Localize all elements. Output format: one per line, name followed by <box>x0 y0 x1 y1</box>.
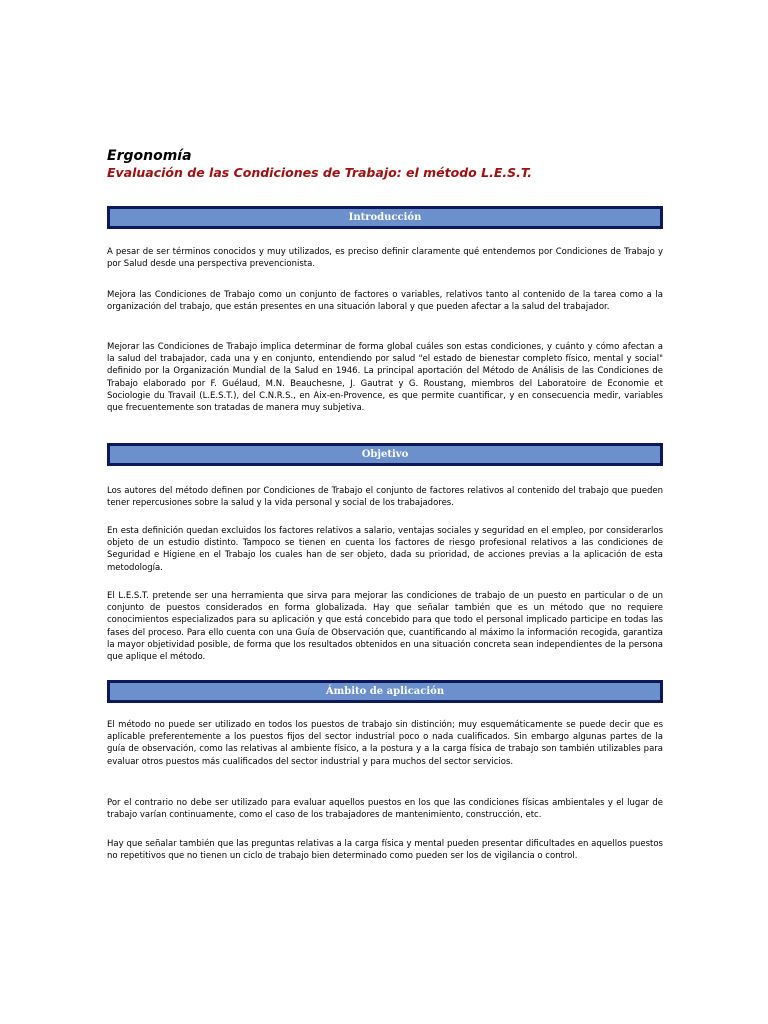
paragraph-text: El L.E.S.T. pretende ser una herramienta que sirva para mejorar las condiciones de trabajo de un puesto en particular o de un conjunto de puestos considerados en forma globalizada. Hay que señalar también que es un método que no requiere conocimientos especializados para su aplicación y que está concebido para que todo el personal implicado participe en todas las fases del proceso. Para ello cuenta con una Guía de Observación que, cuantificando al máximo la información recogida, garantiza la mayor objetividad posible, de forma que los resultados obtenidos en una situación concreta sean independientes de la persona que aplique el método. <box>107 591 663 663</box>
paragraph <box>107 341 663 414</box>
section-objetivo <box>107 443 663 466</box>
paragraph <box>107 246 663 270</box>
section-introduccion <box>107 206 663 229</box>
paragraph-text: Los autores del método definen por Condiciones de Trabajo el conjunto de factores relativos al contenido del trabajo que pueden tener repercusiones sobre la salud y la vida personal y social de los trabajadores. <box>107 486 663 509</box>
paragraph <box>107 525 663 574</box>
document-header <box>107 148 663 181</box>
paragraph-text: A pesar de ser términos conocidos y muy utilizados, es preciso definir claramente qué entendemos por Condiciones de Trabajo y por Salud desde una perspectiva prevencionista. <box>107 247 663 270</box>
section-heading-ambito: Ámbito de aplicación <box>107 680 663 703</box>
paragraph <box>107 485 663 509</box>
paragraph-text: El método no puede ser utilizado en todos los puestos de trabajo sin distinción; muy esquemáticamente se puede decir que es aplicable preferentemente a los puestos fijos del sector industrial poco o nada cualificados. Sin embargo algunas partes de la guía de observación, como las relativas al ambiente físico, a la postura y a la carga física de trabajo son también utilizables para evaluar otros puestos más cualificados del sector industrial y para muchos del sector servicios. <box>107 720 663 767</box>
section-heading-introduccion: Introducción <box>107 206 663 229</box>
paragraph-text: Mejorar las Condiciones de Trabajo implica determinar de forma global cuáles son estas condiciones, y cuánto y cómo afectan a la salud del trabajador, cada una y en conjunto, entendiendo por salud "el estado de bienestar completo físico, mental y social" definido por la Organización Mundial de la Salud en 1946. La principal aportación del Método de Análisis de las Condiciones de Trabajo elaborado por F. Guélaud, M.N. Beauchesne, J. Gautrat y G. Roustang, miembros del Laboratoire de Economie et Sociologie du Travail (L.E.S.T.), del C.N.R.S., en Aix-en-Provence, es que permite cuantificar, y en consecuencia medir, variables que frecuentemente son tratadas de manera muy subjetiva. <box>107 342 663 414</box>
paragraph-text: Por el contrario no debe ser utilizado para evaluar aquellos puestos en los que las condiciones físicas ambientales y el lugar de trabajo varían continuamente, como el caso de los trabajadores de mantenimiento, construcción, etc. <box>107 798 663 821</box>
document-title: Ergonomía <box>107 148 192 164</box>
section-heading-objetivo: Objetivo <box>107 443 663 466</box>
paragraph <box>107 719 663 768</box>
paragraph <box>107 590 663 663</box>
section-ambito-de-aplicacion <box>107 680 663 703</box>
paragraph <box>107 797 663 821</box>
paragraph-text: Hay que señalar también que las preguntas relativas a la carga física y mental pueden presentar dificultades en aquellos puestos no repetitivos que no tienen un ciclo de trabajo bien determinado como pueden ser los de vigilancia o control. <box>107 839 663 862</box>
paragraph <box>107 289 663 313</box>
document-subtitle: Evaluación de las Condiciones de Trabajo: el método L.E.S.T. <box>107 165 533 180</box>
paragraph <box>107 838 663 862</box>
paragraph-text: En esta definición quedan excluidos los factores relativos a salario, ventajas sociales y seguridad en el empleo, por considerarlos objeto de un estudio distinto. Tampoco se tienen en cuenta los factores de riesgo profesional relativos a las condiciones de Seguridad e Higiene en el Trabajo los cuales han de ser objeto, dada su prioridad, de acciones previas a la aplicación de esta metodología. <box>107 526 663 573</box>
paragraph-text: Mejora las Condiciones de Trabajo como un conjunto de factores o variables, relativos tanto al contenido de la tarea como a la organización del trabajo, que están presentes en una situación laboral y que pueden afectar a la salud del trabajador. <box>107 290 663 313</box>
